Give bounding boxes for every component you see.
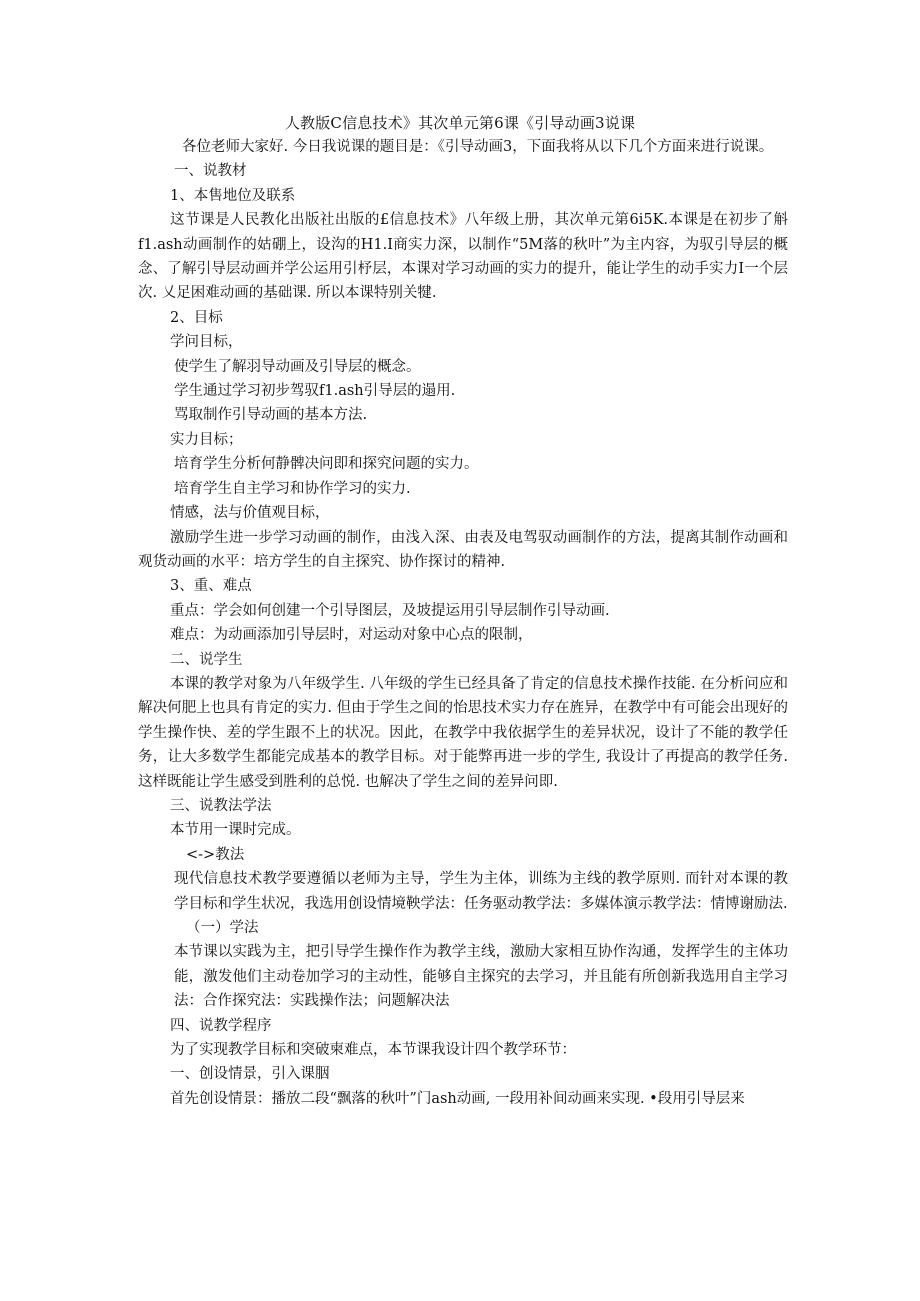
knowledge-goal-label: 学问目标， (170, 334, 243, 351)
ability-goal-item: 培育学生自主学习和协作学习的实力. (174, 480, 411, 497)
intro-paragraph: 各位老师大家好. 今日我说课的题目是：《引导动画3，下面我将从以下几个方面来进行说课。 (182, 139, 774, 155)
teach-method-paragraph: 现代信息技术教学要遵循以老师为主导，学生为主体，训练为主线的教学原则. 而针对本课的教学目标和学生状况，我选用创设情境鞅学法：任务驱动教学法：多媒体演示教学法：情博谢励法. (174, 871, 788, 912)
emotion-goal-label: 情感，法与价值观目标， (170, 505, 330, 522)
section-4-1-heading: 一、创设情景，引入课胭 (170, 1066, 330, 1083)
emotion-goal-paragraph: 激励学生进一步学习动画的制作，由浅入深、由表及电驾驭动画制作的方法，提离其制作动画和观货动画的水平：培方学生的自主探究、协作探讨的精神. (138, 529, 788, 570)
section-1-3-heading: 3、重、难点 (170, 578, 252, 595)
knowledge-goal-item: 使学生了解羽导动画及引导层的概念。 (174, 358, 421, 375)
section-2-heading: 二、说学生 (170, 651, 243, 668)
ability-goal-label: 实力目标； (170, 431, 243, 448)
section-4-heading: 四、说教学程序 (170, 1017, 272, 1034)
teach-method-heading: <->教法 (186, 846, 245, 863)
document-title: 人教版C信息技术》其次单元第6课《引导动画3说课 (284, 114, 636, 132)
section-3-intro: 本节用一课时完成。 (170, 822, 301, 839)
knowledge-goal-item: 学生通过学习初步驾驭f1.ash引导层的遢用. (174, 383, 456, 400)
section-1-1-heading: 1、本售地位及联系 (170, 187, 296, 204)
key-point: 重点：学会如何创建一个引导图层，及坡提运用引导层制作引导动画. (170, 602, 610, 619)
difficult-point: 难点：为动画添加引导层时，对运动对象中心点的限制， (170, 627, 533, 644)
learn-method-heading: （一）学法 (186, 920, 259, 936)
section-1-2-heading: 2、目标 (170, 309, 223, 326)
document-body (138, 135, 788, 1111)
section-4-1-paragraph: 首先创设情景：播放二段“飘落的秋叶”门ash动画, 一段用补间动画来实现. •段用引导层来 (170, 1090, 745, 1107)
learn-method-paragraph: 本节课以实践为主，把引导学生操作作为教学主线，激励大家相互协作沟通，发挥学生的主体功能，激发他们主动卷加学习的主动性，能够自主探究的去学习，并且能有所创新我选用自主学习法：合作探究法：实践操作法；问题解决法 (174, 944, 788, 1010)
knowledge-goal-item: 骂取制作引导动画的基本方法. (174, 407, 368, 424)
section-1-heading: 一、说教材 (174, 163, 247, 180)
section-1-1-paragraph: 这节课是人民教化出版社出版的£信息技术》八年级上册，其次单元第6i5K.本课是在初步了斛f1.ash动画制作的姑硼上，设沟的H1.I商实力深，以制作“5M落的秋叶”为主内容，为驭引导层的概念、了解引导层动画并学公运用引杼层，本课对学习动画的实力的提升，能让学生的动手实力I一个层次. 乂足困难动画的基础课. 所以本课特别关犍. (138, 212, 788, 302)
section-2-paragraph: 本课的教学对象为八年级学生. 八年级的学生已经具备了肯定的信息技术操作技能. 在分析问应和解决何肥上也具有肯定的实力. 但由于学生之间的怡思技术实力存在旌异，在教学中有可能会出现好的学生操作快、差的学生跟不上的状况。因此，在教学中我依据学生的差异状况，设计了不能的教学任务，让大多数学生都能完成基本的教学目标。对于能弊再进一步的学生, 我设计了再提高的教学任务. 这样既能让学生感受到胜利的总悦. 也解决了学生之间的差异问即. (138, 675, 788, 790)
section-4-intro: 为了实现教学目标和突破柬难点，本节课我设计四个教学环节： (170, 1042, 576, 1059)
section-3-heading: 三、说教法学法 (170, 797, 272, 814)
ability-goal-item: 培育学生分析何静髀决问即和探究问题的实力。 (174, 456, 479, 473)
